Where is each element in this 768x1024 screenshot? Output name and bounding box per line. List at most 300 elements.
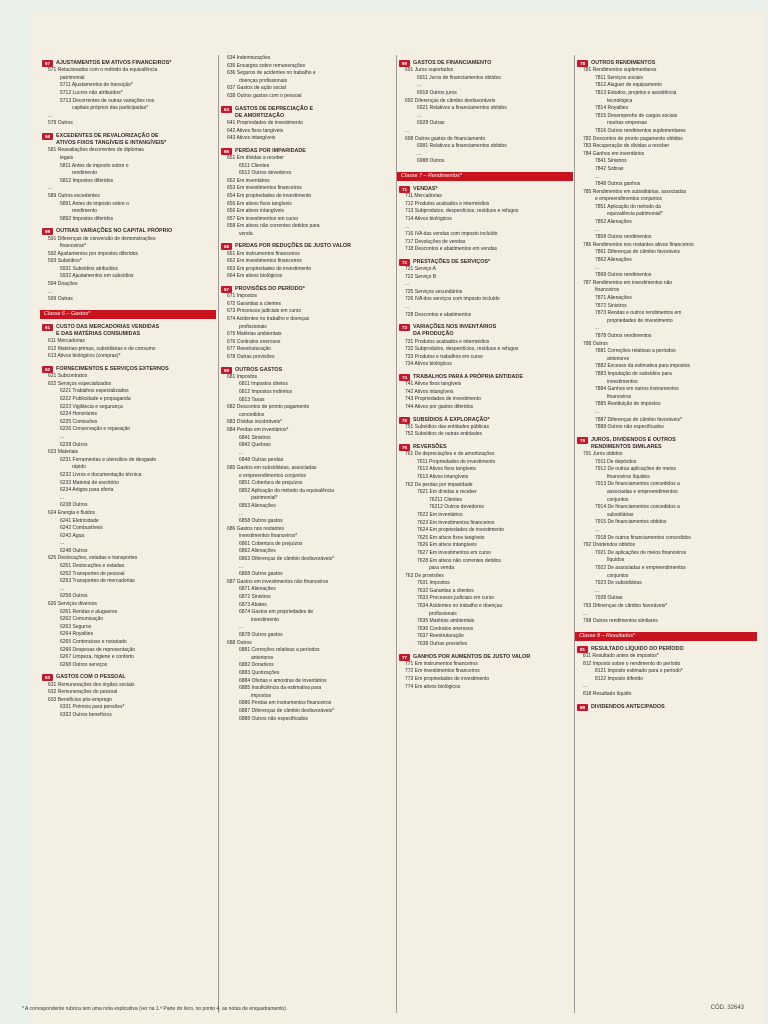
account-line: impostos [251,692,272,699]
account-line: 687 Gastos em investimentos não financeiros [227,578,329,585]
section-heading [397,60,573,67]
account-line: ... [239,624,244,631]
account-line: 6874 Gastos em propriedades de [239,609,314,616]
account-line: 76212 Outros devedores [429,504,485,511]
account-line: 741 Ativos fixos tangíveis [405,381,462,388]
account-line: 7878 Outros rendimentos [595,332,652,339]
account-line: 6261 Rendas e alugueres [60,608,118,615]
section-heading [575,646,757,653]
section-heading [575,437,757,451]
account-line: para venda [429,565,455,572]
section-title: OUTROS RENDIMENTOS [591,60,656,66]
document-code: CÓD. 32643 [710,1005,744,1011]
account-line: 6265 Contencioso e notariado [60,639,127,646]
account-line: 7881 Correções relativas a períodos [595,348,676,355]
section-number-badge: 81 [577,646,588,653]
section-title: FORNECIMENTOS E SERVIÇOS EXTERNOS [56,366,169,373]
section-heading [397,444,573,451]
account-line: 6911 Juros de financiamentos obtidos [417,74,501,81]
section-number-badge: 63 [42,674,53,681]
account-line: 7813 Estudos, projetos e assistência [595,89,677,96]
account-line: 7883 Imputação de subsídios para [595,370,672,377]
account-line: 7814 Royalties [595,105,629,112]
account-line: 641 Propriedades de investimento [227,119,303,126]
section-heading [397,654,573,661]
account-line: 7816 Outros rendimentos suplementares [595,127,686,134]
account-line: 698 Outros gastos de financiamento [405,135,486,142]
account-line: 592 Ajustamentos por impostos diferidos [48,250,139,257]
account-line: líquidos [607,557,625,564]
section-number-badge: 89 [577,704,588,711]
account-line: 6886 Perdas em instrumentos financeiros [239,700,332,707]
account-line: 676 Contratos onerosos [227,338,281,345]
account-line: 7811 Serviços sociais [595,74,643,81]
account-line: 812 Imposto sobre o rendimento do período [583,660,681,667]
account-line: 6228 Outros [60,441,88,448]
account-line: 752 Subsídios de outras entidades [405,431,482,438]
account-line: 6332 Outros benefícios [60,711,112,718]
account-line: anteriores [607,355,630,362]
account-line: 663 Em propriedades de investimento [227,265,312,272]
account-line: 6981 Relativos a financiamentos obtidos [417,143,507,150]
section-title: PERDAS POR REDUÇÕES DE JUSTO VALOR [235,243,352,250]
account-line: 6231 Ferramentas e utensílios de desgaste [60,456,157,463]
account-line: 7635 Matérias ambientais [417,618,475,625]
account-line: 722 Serviço B [405,273,437,280]
account-line: 7625 Em ativos fixos tangíveis [417,534,485,541]
account-line: 657 Em investimentos em curso [227,215,299,222]
account-line: 744 Ativos por gastos diferidos [405,404,474,410]
account-line: 7851 Aplicação do método da [595,203,661,210]
account-line: rápido [72,464,86,471]
account-line: capitais próprios das participadas* [72,105,149,112]
account-line: 654 Em propriedades de investimento [227,192,312,199]
section-number-badge: 75 [399,417,410,424]
account-line: 751 Subsídios das entidades públicas [405,423,489,430]
account-line: 5932 Ajustamentos em subsídios [60,273,134,280]
account-line: 7636 Contratos onerosos [417,625,474,632]
account-line: 6863 Diferenças de câmbio desfavoráveis* [239,556,335,563]
account-line: 6222 Publicidade e propaganda [60,396,131,403]
account-line: 685 Gastos em subsidiárias, associadas [227,464,317,471]
account-line: conjuntos [607,572,629,579]
account-line: 6241 Eletricidade [60,517,99,524]
account-line: 6988 Outros [417,158,445,165]
account-line: 6811 Impostos diretos [239,381,288,388]
account-line: 677 Reestruturação [227,346,271,353]
account-line: ... [239,449,244,456]
account-line: 675 Matérias ambientais [227,331,282,338]
account-line: investimentos financeiros* [239,533,298,540]
section-heading [40,228,216,235]
account-line: ... [595,173,600,180]
account-line: 726 IVA dos serviços com imposto incluído [405,296,500,303]
footnote: * A correspondente rubrica tem uma nota explicativa (ver na 1.ª Parte do livro, no ponto 4, as notas de enquadramento). [22,1006,288,1012]
account-line: 6853 Alienações [239,502,276,509]
account-line: 5891 Antes de imposto sobre o [60,200,129,207]
account-line: 818 Resultado líquido [583,690,632,697]
account-line: 6253 Transportes de mercadorias [60,578,135,585]
section-title: VENDAS* [413,185,438,192]
section-heading [397,417,573,424]
account-line: 664 Em ativos biológicos [227,273,283,280]
account-line: 7922 De associadas e empreendimentos [595,565,686,572]
account-line: 637 Gastos de ação social [227,85,286,92]
account-line: 6258 Outros [60,593,88,600]
account-line: 6861 Cobertura de prejuízos [239,540,303,547]
account-line: 6883 Quotizações [239,669,280,676]
account-line: ... [239,510,244,517]
account-line: 743 Propriedades de investimento [405,396,481,403]
account-line: 7868 Outros rendimentos [595,272,652,279]
account-line: 7633 Processos judiciais em curso [417,595,494,602]
account-line: ... [60,540,65,547]
account-line: 7921 De aplicações de meios financeiros [595,549,687,556]
account-line: ... [60,433,65,440]
account-line: 6331 Prémios para pensões* [60,704,125,711]
account-line: 5713 Decorrentes de outras variações nos [60,97,155,104]
account-line: 7624 Em propriedades de investimento [417,527,504,534]
account-line: ... [48,185,53,192]
account-line: 5892 Impostos diferidos [60,215,114,222]
account-line: 6263 Seguros [60,623,92,630]
account-line: ... [405,223,410,230]
account-line: rendimento [72,170,98,177]
account-line: 6252 Transportes de pessoal [60,570,125,577]
account-line: 688 Outros [227,639,252,646]
section-number-badge: 62 [42,366,53,373]
account-line: ... [239,563,244,570]
account-line: ... [595,527,600,534]
account-line: 8121 Imposto estimado para o período* [595,668,683,675]
account-line: 6878 Outros gastos [239,632,283,638]
account-line: 782 Descontos de pronto pagamento obtidos [583,135,683,142]
account-line: 6848 Outras perdas [239,457,284,464]
account-line: 763 De provisões [405,572,444,579]
account-line: 6885 Insuficiência da estimativa para [239,685,322,692]
account-line: 623 Materiais [48,449,79,456]
section-title: GASTOS DE FINANCIAMENTO [413,60,492,66]
account-line: 581 Reavaliações decorrentes de diplomas [48,147,144,154]
account-line: associadas e empreendimentos [607,489,678,496]
section-number-badge: 73 [399,324,410,331]
account-line: 692 Diferenças de câmbio desfavoráveis [405,97,496,104]
account-line: 661 Em instrumentos financeiros [227,250,300,257]
account-line: 621 Subcontratos [48,373,88,380]
section-title: OUTROS GASTOS [235,366,283,373]
account-line: 673 Processos judiciais em curso [227,308,302,315]
account-line: 571 Relacionados com o método da equivalência [48,67,158,74]
account-line: 643 Ativos intangíveis [227,135,276,142]
account-line: 683 Dívidas incobráveis* [227,419,283,426]
account-line: 774 Em ativos biológicos [405,683,461,690]
account-line: 674 Acidentes no trabalho e doenças [227,316,310,323]
account-line: 7913 De financiamentos concedidos a [595,481,680,488]
account-line: financeiros [607,393,632,400]
account-line: 7815 Desempenho de cargos sociais [595,112,678,119]
account-line: 6243 Água [60,532,85,539]
account-line: anteriores [251,654,274,661]
account-line: investimentos [607,378,638,385]
class-banner: Classe 6 – Gastos* [40,310,216,319]
account-line: 6223 Vigilância e segurança [60,403,123,410]
account-line: 792 Dividendos obtidos [583,542,635,549]
account-line: 713 Subprodutos, desperdícios, resíduos e refugos [405,208,519,215]
account-line: 7884 Ganhos em outros instrumentos [595,386,679,393]
account-line: 6813 Taxas [239,396,265,403]
account-line: 613 Ativos biológicos (compras)* [48,353,121,360]
account-line: 642 Ativos fixos tangíveis [227,127,284,134]
account-line: 591 Diferenças de conversão de demonstrações [48,235,156,242]
section-title: EXCEDENTES DE REVALORIZAÇÃO DE ATIVOS FIXOS TANGÍVEIS E INTANGÍVEIS* [56,132,167,147]
account-line: 716 IVA das vendas com imposto incluído [405,231,498,238]
section-heading [40,366,216,373]
account-line: 6224 Honorários [60,411,97,418]
section-heading [219,148,395,155]
account-line: ... [417,82,422,89]
account-line: 7887 Diferenças de câmbio favoráveis* [595,416,682,423]
section-heading [397,259,573,266]
chart-of-accounts-table [40,55,756,1013]
account-line: 634 Indemnizações [227,55,271,61]
account-line: 786 Rendimentos nos restantes ativos financeiros [583,241,694,248]
account-line: ... [583,683,588,690]
section-number-badge: 72 [399,259,410,266]
section-heading [219,106,395,120]
account-line: patrimonial* [251,495,278,502]
account-line: rendimento [72,208,98,215]
account-line: 7885 Restituição de impostos [595,401,661,408]
account-line: 624 Energia e fluidos [48,509,95,516]
account-line: 6225 Comissões [60,418,98,425]
account-line: ... [595,587,600,594]
account-line: 593 Subsídios* [48,258,82,265]
account-line: 678 Outras provisões [227,354,275,361]
account-line: 711 Mercadorias [405,193,442,200]
account-line: 787 Rendimentos em investimentos não [583,279,673,286]
section-heading [575,704,757,711]
account-line: 712 Produtos acabados e intermédios [405,200,490,207]
account-line: tecnológica [607,97,633,104]
column-4 [574,55,757,1013]
account-line: 721 Serviço A [405,266,436,273]
account-line: 672 Garantias a clientes [227,300,281,307]
account-line: legais [60,154,74,161]
account-line: 662 Em investimentos financeiros [227,258,302,265]
account-line: 7873 Rendas e outros rendimentos em [595,310,682,317]
account-line: 635 Encargos sobre remunerações [227,62,306,69]
account-line: profissionais [429,610,457,617]
account-line: 7858 Outros rendimentos [595,234,652,241]
account-line: financeiros [595,287,620,294]
account-line: financeiros líquidos [607,473,650,480]
account-line: 6928 Outras [417,120,445,127]
account-line: 684 Perdas em inventários* [227,426,289,433]
account-line: 612 Matérias-primas, subsidiárias e de consumo [48,345,156,352]
account-line: 7928 Outras [595,595,623,602]
section-title: PERDAS POR IMPARIDADE [235,147,306,154]
section-heading [575,60,757,67]
account-line: conjuntos [607,496,629,503]
account-line: ... [417,112,422,119]
account-line: 785 Rendimentos em subsidiárias, associadas [583,188,687,195]
account-line: 762 De perdas por imparidade [405,481,473,488]
section-title: CUSTO DAS MERCADORIAS VENDIDAS E DAS MATÉRIAS CONSUMIDAS [56,323,160,338]
account-line: 714 Ativos biológicos [405,215,452,222]
account-line: patrimonial [60,74,85,81]
account-line: 6888 Outros não especificados [239,715,308,722]
account-line: 5711 Ajustamentos de transição* [60,82,133,89]
account-line: 636 Seguros de acidentes no trabalho e [227,70,316,77]
account-line: 6268 Outros serviços [60,661,108,668]
account-line: profissionais [239,323,267,330]
account-line: propriedades de investimento [607,317,673,324]
account-line: 6868 Outros gastos [239,571,283,578]
account-line: 731 Produtos acabados e intermédios [405,338,490,345]
account-line: 7628 Em ativos não correntes detidos [417,557,501,564]
account-line: 691 Juros suportados [405,67,454,74]
account-line: 6233 Material de escritório [60,479,119,486]
section-number-badge: 77 [399,654,410,661]
account-line: 7841 Sinistros [595,158,627,165]
account-line: 7621 Em dívidas a receber [417,489,477,496]
account-line: ... [583,610,588,617]
section-number-badge: 61 [42,324,53,331]
account-line: 7812 Aluguer de equipamento [595,82,662,89]
account-line: 655 Em ativos fixos tangíveis [227,200,292,207]
account-line: 658 Em ativos não correntes detidos para [227,223,320,230]
account-line: 5811 Antes de imposto sobre o [60,162,129,169]
account-line: 7613 Ativos intangíveis [417,473,469,480]
account-line: 6221 Trabalhos especializados [60,388,129,395]
section-title: GASTOS DE DEPRECIAÇÃO E DE AMORTIZAÇÃO [235,105,314,119]
account-line: 6842 Quebras [239,442,271,449]
account-line: ... [595,408,600,415]
account-line: ... [48,112,53,119]
account-line: 7848 Outros ganhos [595,181,641,188]
account-line: 631 Remunerações dos órgãos sociais [48,681,135,688]
account-line: 656 Em ativos intangíveis [227,208,284,215]
account-line: 599 Outras [48,296,73,303]
account-line: doenças profissionais [239,77,288,84]
account-line: 6264 Royalties [60,631,94,638]
account-line: ... [417,150,422,157]
document-page [30,10,765,1024]
account-line: 788 Outros [583,340,608,347]
section-number-badge: 65 [221,148,232,155]
account-line: 6921 Relativos a financiamentos obtidos [417,105,507,112]
account-line: subsidiárias [607,511,634,518]
account-line: 7626 Em ativos intangíveis [417,542,477,549]
section-heading [397,374,573,381]
account-line: 682 Descontos de pronto pagamento [227,404,310,411]
section-number-badge: 76 [399,444,410,451]
account-line: 6238 Outros [60,502,88,509]
account-line: ... [595,264,600,271]
section-number-badge: 79 [577,437,588,444]
account-line: 6251 Deslocações e estadas [60,563,125,570]
section-heading [219,367,395,374]
account-line: 652 Em inventários [227,177,270,184]
section-number-badge: 74 [399,374,410,381]
account-line: 732 Subprodutos, desperdícios, resíduos e refugos [405,346,519,353]
account-line: ... [60,494,65,501]
account-line: 811 Resultado antes de impostos* [583,652,659,659]
section-heading [219,286,395,293]
account-line: ... [595,325,600,332]
account-line: 6884 Ofertas e amostras de inventários [239,677,327,684]
section-number-badge: 71 [399,186,410,193]
section-number-badge: 64 [221,106,232,113]
account-line: 6871 Alienações [239,586,276,593]
account-line: 6267 Limpeza, higiene e conforto [60,654,134,661]
section-heading [397,186,573,193]
account-line: 6511 Clientes [239,162,270,169]
account-line: 772 Em investimentos financeiros [405,668,480,675]
account-line: 632 Remunerações do pessoal [48,689,118,696]
section-number-badge: 59 [42,228,53,235]
account-line: 7612 Ativos fixos tangíveis [417,466,476,473]
account-line: 6262 Comunicação [60,616,104,623]
account-line: 783 Recuperação de dívidas a receber [583,143,670,150]
account-line: 784 Ganhos em inventários [583,150,645,157]
account-line: 771 Em instrumentos financeiros [405,660,478,667]
account-line: 5931 Subsídios atribuídos [60,265,118,272]
section-title: GASTOS COM O PESSOAL [56,674,126,681]
account-line: 6812 Impostos indiretos [239,389,293,395]
account-line: 7872 Sinistros [595,302,627,309]
class-banner: Classe 7 – Rendimentos* [397,172,573,181]
account-line: 633 Benefícios pós-emprego [48,696,112,703]
section-number-badge: 78 [577,60,588,67]
account-line: 7862 Alienações [595,257,632,264]
column-3 [396,55,573,1013]
section-heading [40,60,216,67]
account-line: 594 Doações [48,281,78,288]
account-line: 6234 Artigos para oferta [60,487,114,494]
account-line: 6852 Aplicação do método da equivalência [239,487,335,494]
account-line: 6851 Cobertura de prejuízos [239,480,303,487]
account-line: 7623 Em investimentos financeiros [417,519,495,526]
account-line: 7912 De outras aplicações de meios [595,466,676,473]
section-heading [219,243,395,250]
section-number-badge: 58 [42,133,53,140]
account-line: 734 Ativos biológicos [405,361,452,368]
section-title: SUBSÍDIOS À EXPLORAÇÃO* [413,416,490,423]
account-line: 625 Deslocações, estadas e transportes [48,555,138,562]
account-line: 611 Mercadorias [48,338,85,345]
section-title: GANHOS POR AUMENTOS DE JUSTO VALOR [413,653,531,660]
section-heading [40,324,216,338]
account-line: 7915 De financiamentos obtidos [595,519,667,526]
account-line: 7923 De subsidiárias [595,580,642,587]
account-line: 6266 Despesas de representação [60,646,136,653]
account-line: 5712 Lucros não atribuídos* [60,89,123,96]
section-number-badge: 66 [221,243,232,250]
account-line: 653 Em investimentos financeiros [227,185,302,192]
account-line: 7627 Em investimentos em curso [417,549,491,556]
account-line: 718 Descontos e abatimentos em vendas [405,246,497,253]
account-line: 579 Outros [48,120,73,127]
account-line: 773 Em propriedades de investimento [405,676,490,683]
account-line: 638 Outros gastos com o pessoal [227,92,302,99]
account-line: 7871 Alienações [595,295,632,302]
account-line: 7632 Garantias a clientes [417,587,474,594]
account-line: 5812 Impostos diferidos [60,177,114,184]
account-line: 671 Impostos [227,293,258,300]
account-line: venda [239,230,253,237]
account-line: 7631 Impostos [417,580,450,587]
